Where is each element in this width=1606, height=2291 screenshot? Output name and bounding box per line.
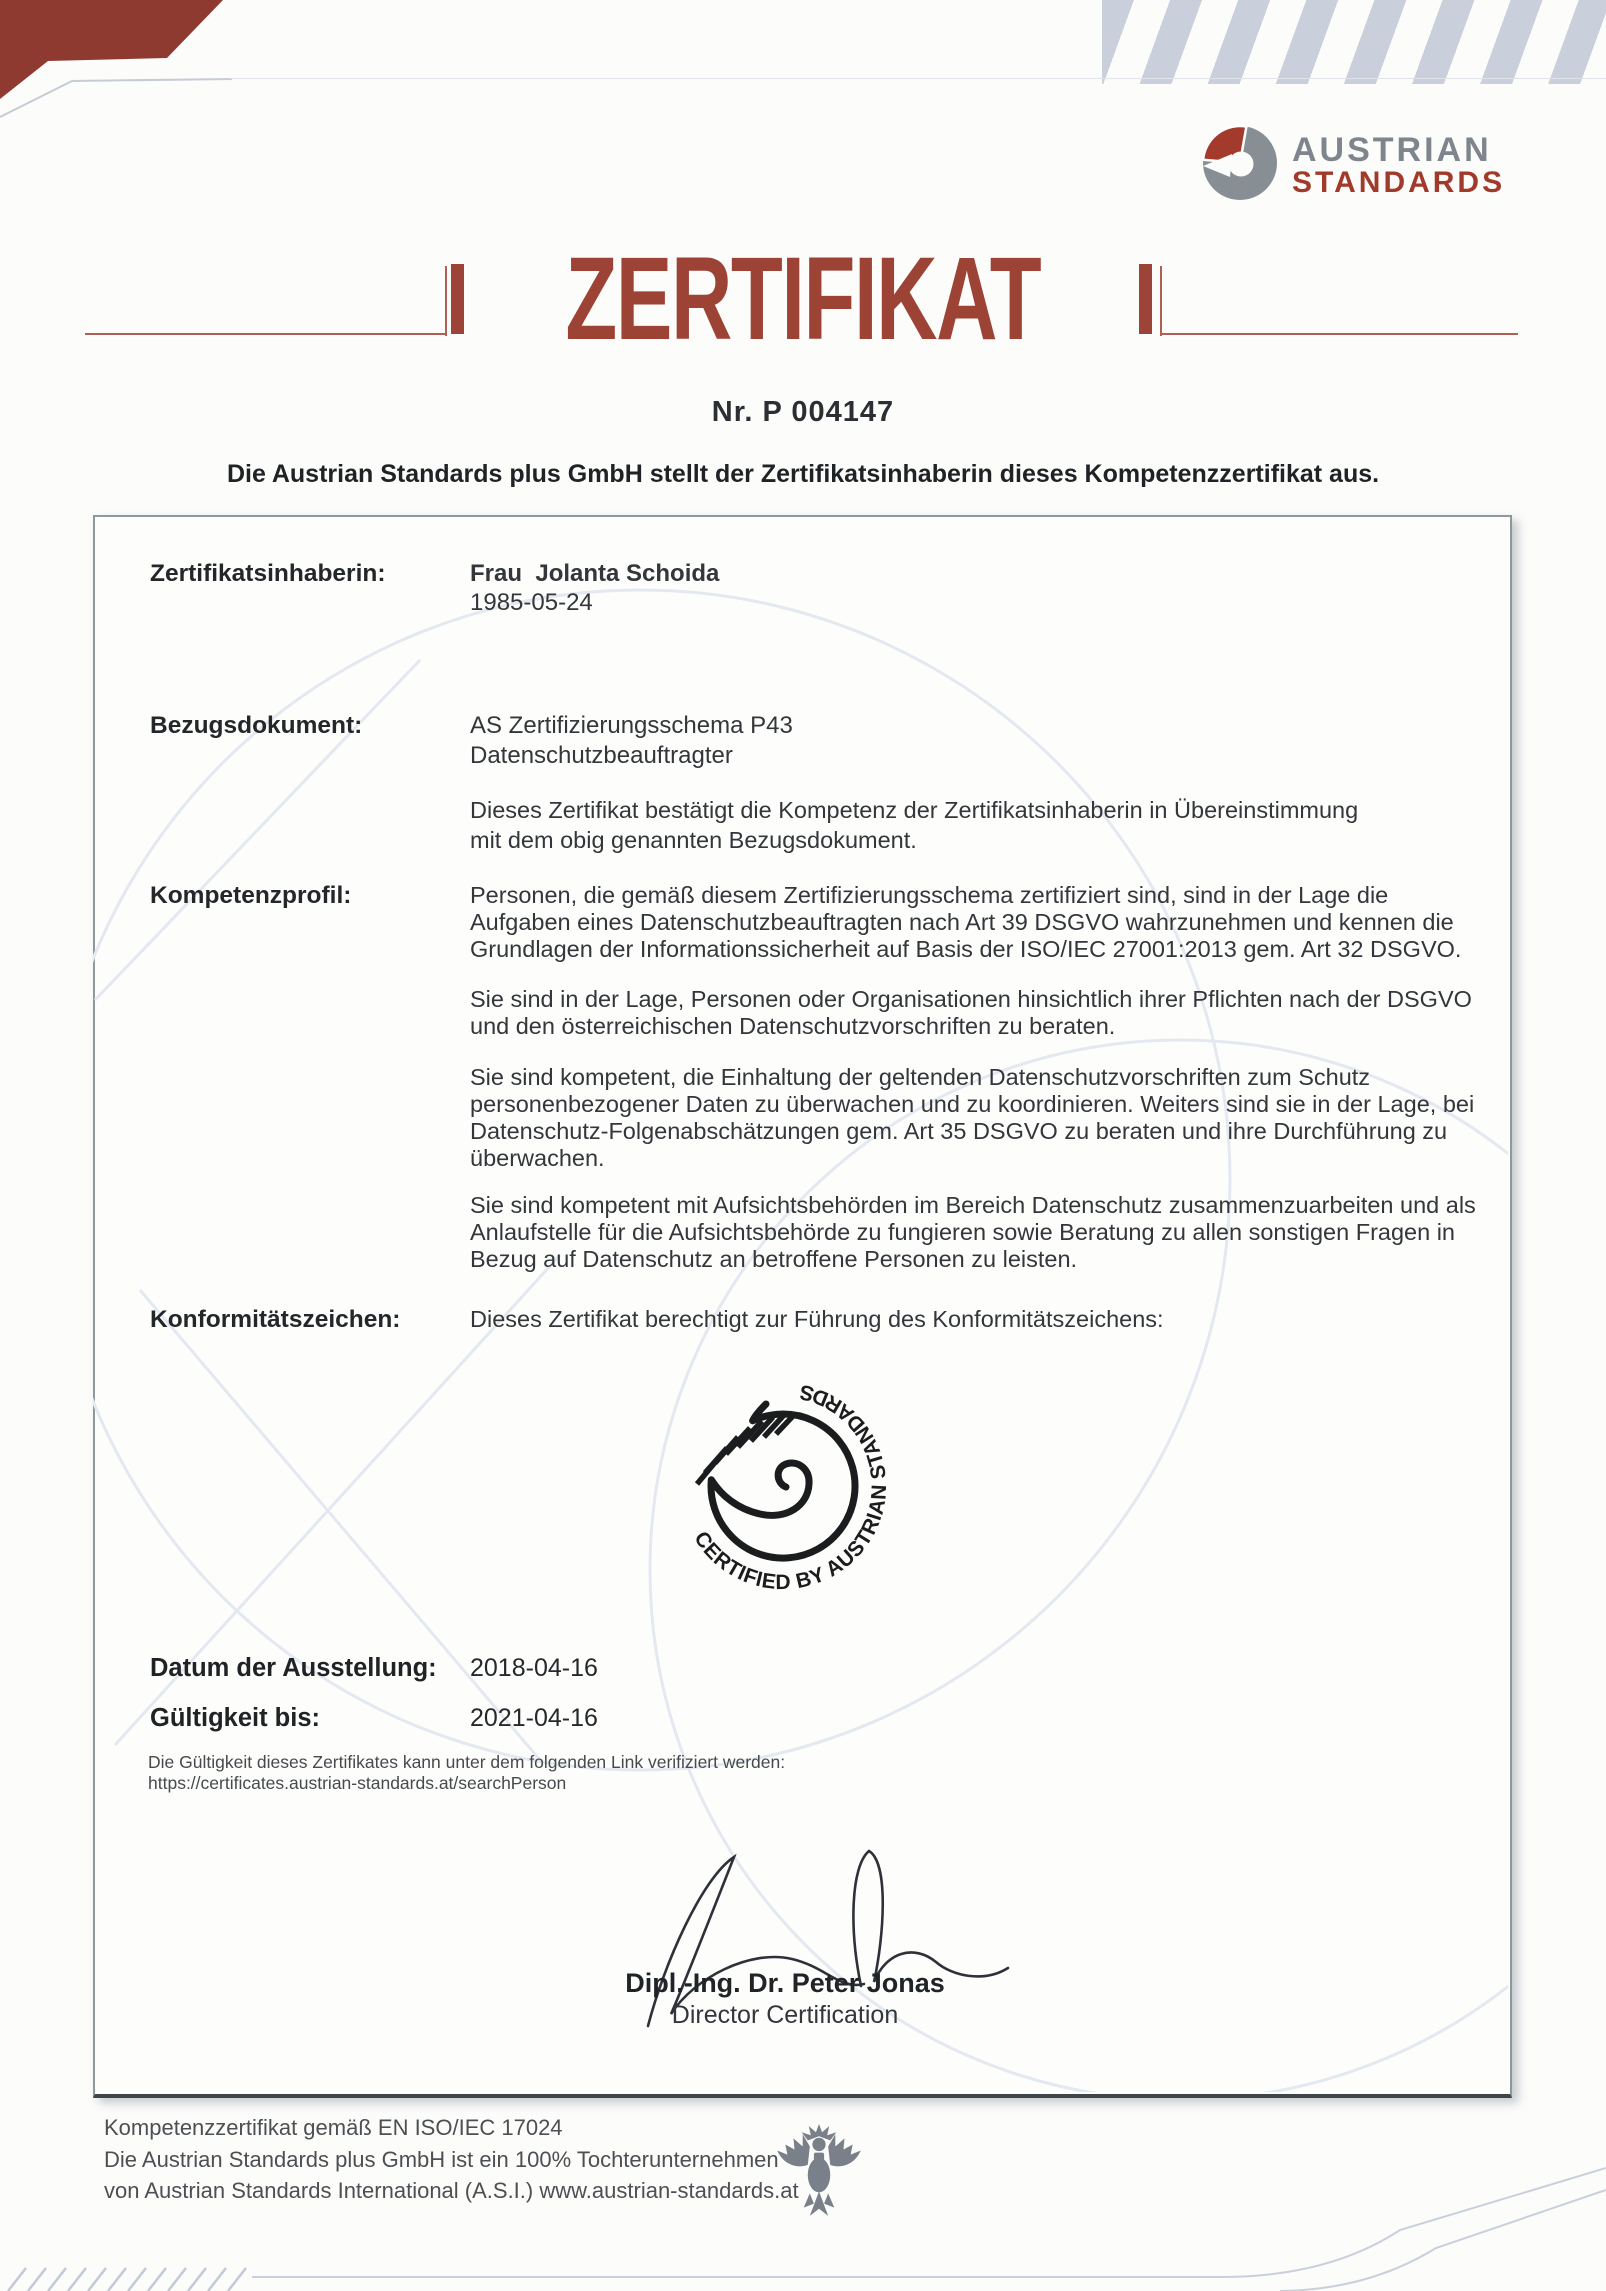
issue-date-label: Datum der Ausstellung: (150, 1654, 437, 1682)
title-bar-left (451, 264, 464, 334)
signatory-title: Director Certification (671, 2001, 899, 2029)
competence-label: Kompetenzprofil: (150, 882, 352, 909)
verification-note: Die Gültigkeit dieses Zertifikates kann unter dem folgenden Link verifiziert werden: (148, 1752, 786, 1772)
holder-label: Zertifikatsinhaberin: (150, 560, 386, 587)
conformity-text: Dieses Zertifikat berechtigt zur Führung des Konformitätszeichens: (470, 1306, 1164, 1332)
signatory-name: Dipl.-Ing. Dr. Peter Jonas (625, 1968, 945, 1998)
reference-label: Bezugsdokument: (150, 712, 363, 739)
title-rule-left-vertical (445, 266, 447, 336)
corner-ribbon-decoration (0, 0, 260, 130)
brand-wordmark-top: AUSTRIAN (1292, 131, 1492, 169)
footer-line-1: Kompetenzzertifikat gemäß EN ISO/IEC 17024 (104, 2115, 563, 2140)
valid-until-label: Gültigkeit bis: (150, 1704, 321, 1732)
reference-scheme: AS Zertifizierungsschema P43 (470, 712, 793, 739)
footer-line-2: Die Austrian Standards plus GmbH ist ein 100% Tochterunternehmen (104, 2146, 779, 2172)
intro-statement: Die Austrian Standards plus GmbH stellt der Zertifikatsinhaberin dieses Kompetenzzertifikat aus. (226, 460, 1380, 488)
mark-curved-text: CERTIFIED BY AUSTRIAN STANDARDS (689, 1379, 892, 1595)
title-rule-right (1162, 333, 1518, 335)
title-rule-right-vertical (1160, 266, 1162, 336)
top-rule (230, 78, 1606, 79)
austrian-standards-logo-mark-icon (1200, 123, 1280, 203)
title-rule-left (85, 333, 445, 335)
confirmation-paragraph: Dieses Zertifikat bestätigt die Kompetenz der Zertifikatsinhaberin in Übereinstimmung mit dem obig genannten Bezugsdokument. (470, 797, 1359, 853)
competence-paragraph-4: Sie sind kompetent mit Aufsichtsbehörden im Bereich Datenschutz zusammenzuarbeiten und als Anlaufstelle für die Aufsichtsbehörde zu fungieren sowie Beratung zu allen sonstigen Fragen in Bezug auf Datenschutz an betroffene Personen zu leisten. (470, 1192, 1476, 1272)
diagonal-stripes-decoration (1102, 0, 1606, 84)
footer-line-3: von Austrian Standards International (A.S.I.) www.austrian-standards.at (104, 2178, 799, 2203)
holder-name: Frau Jolanta Schoida (470, 560, 720, 587)
competence-paragraph-2: Sie sind in der Lage, Personen oder Organisationen hinsichtlich ihrer Pflichten nach der DSGVO und den österreichischen Datenschutzvorschriften zu beraten. (470, 986, 1472, 1039)
certified-by-austrian-standards-mark (655, 1358, 911, 1614)
title-bar-right (1139, 264, 1152, 334)
bottom-corner-decoration (0, 2140, 1606, 2291)
conformity-label: Konformitätszeichen: (150, 1306, 401, 1333)
holder-birth-date: 1985-05-24 (470, 589, 593, 616)
reference-scheme-subject: Datenschutzbeauftragter (470, 742, 733, 769)
issue-date-value: 2018-04-16 (470, 1654, 598, 1682)
valid-until-value: 2021-04-16 (470, 1704, 598, 1732)
competence-paragraph-3: Sie sind kompetent, die Einhaltung der geltenden Datenschutzvorschriften zum Schutz personenbezogener Daten zu überwachen und zu koordinieren. Weiters sind sie in der Lage, bei Datenschutz-Folgenabschätzungen gem. Art 35 DSGVO zu beraten und ihre Durchführung zu überwachen. (470, 1064, 1475, 1171)
competence-paragraph-1: Personen, die gemäß diesem Zertifizierungsschema zertifiziert sind, sind in der Lage die Aufgaben eines Datenschutzbeauftragten nach Art 39 DSGVO wahrzunehmen und kennen die Grundlagen der Informationssicherheit auf Basis der ISO/IEC 27001:2013 gem. Art 32 DSGVO. (470, 882, 1462, 962)
page-title: ZERTIFIKAT (565, 233, 1041, 365)
brand-wordmark-bottom: STANDARDS (1292, 166, 1506, 199)
verification-url: https://certificates.austrian-standards.at/searchPerson (148, 1773, 567, 1793)
certificate-number: Nr. P 004147 (711, 396, 895, 428)
